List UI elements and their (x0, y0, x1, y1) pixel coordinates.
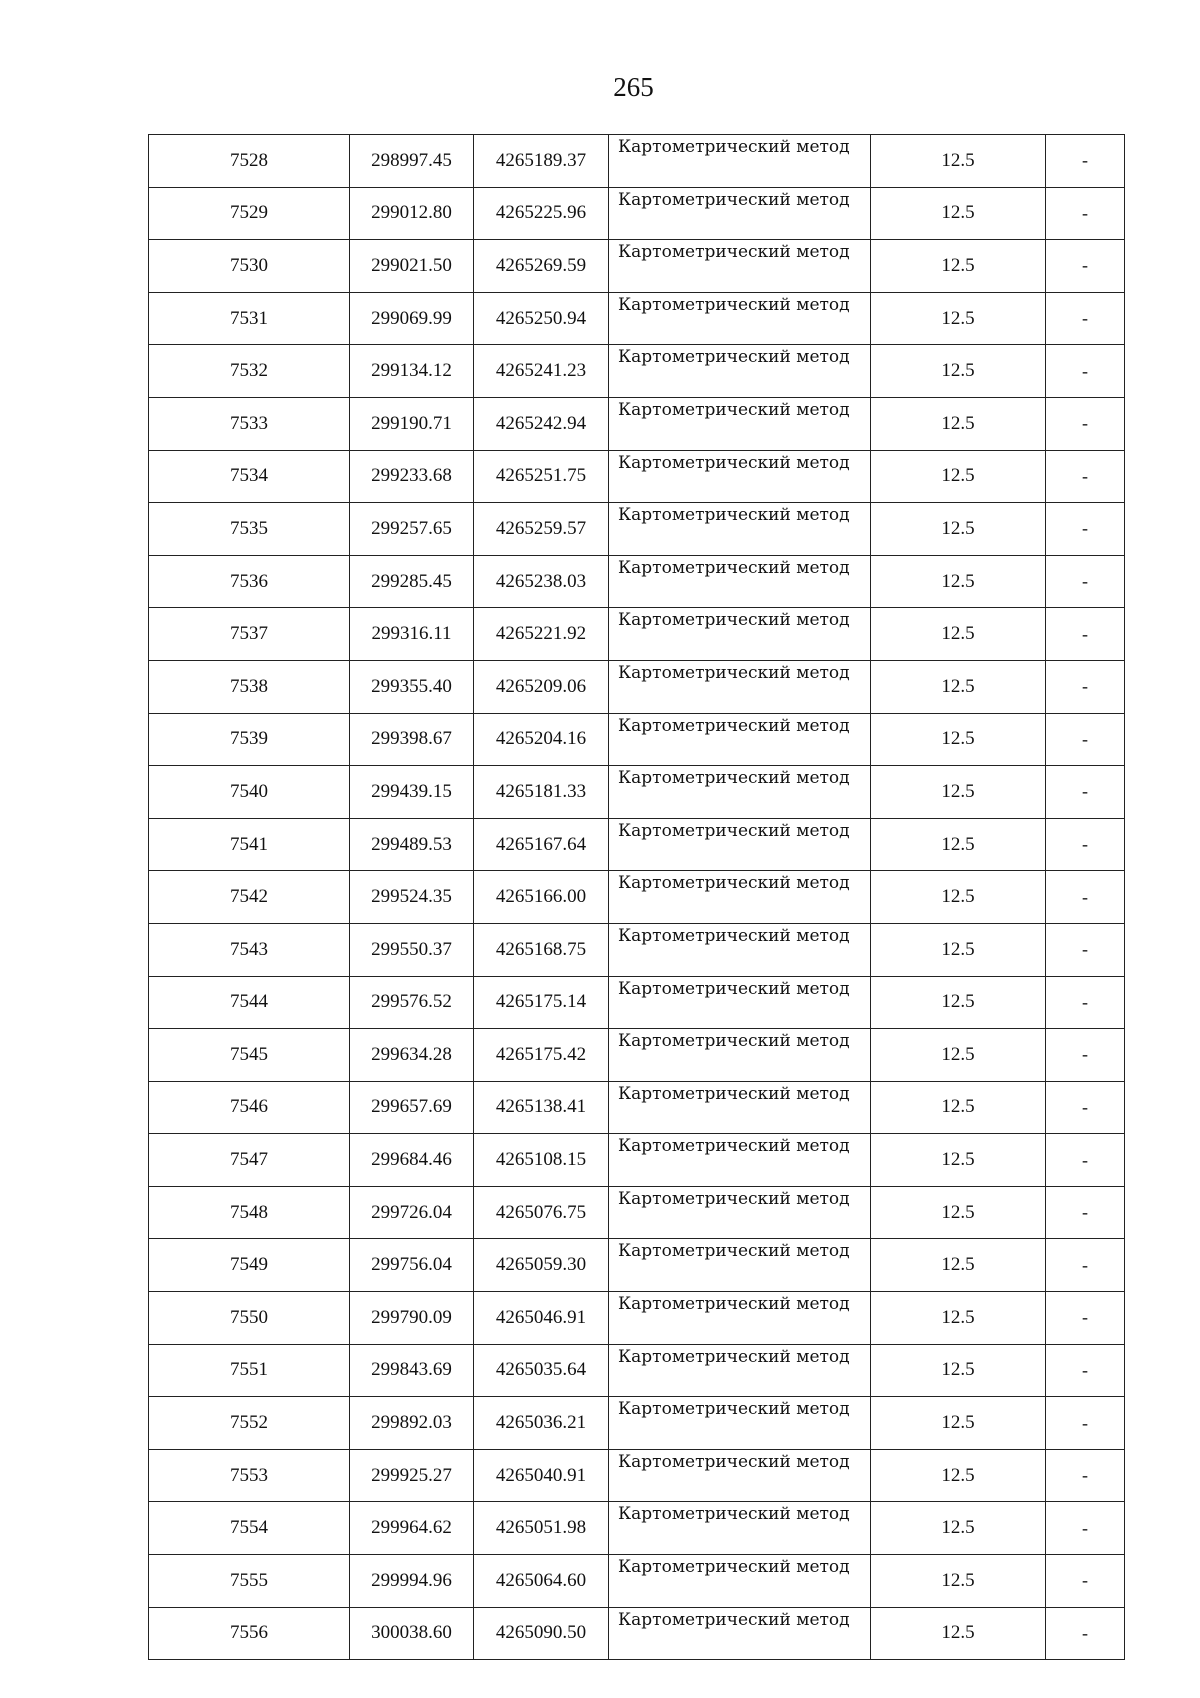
x-coordinate-cell: 299726.04 (350, 1186, 474, 1239)
note-cell: - (1046, 818, 1125, 871)
point-number-cell: 7555 (149, 1555, 350, 1608)
note-cell: - (1046, 1081, 1125, 1134)
y-coordinate-cell: 4265166.00 (474, 871, 609, 924)
x-coordinate-cell: 299756.04 (350, 1239, 474, 1292)
table-row (149, 450, 1125, 503)
y-coordinate-cell: 4265036.21 (474, 1397, 609, 1450)
point-number-cell: 7546 (149, 1081, 350, 1134)
point-number-cell: 7544 (149, 976, 350, 1029)
table-row (149, 660, 1125, 713)
x-coordinate-cell: 299285.45 (350, 555, 474, 608)
x-coordinate-cell: 299069.99 (350, 292, 474, 345)
accuracy-cell: 12.5 (871, 871, 1046, 924)
accuracy-cell: 12.5 (871, 1555, 1046, 1608)
note-cell: - (1046, 1186, 1125, 1239)
table-row (149, 871, 1125, 924)
y-coordinate-cell: 4265204.16 (474, 713, 609, 766)
accuracy-cell: 12.5 (871, 187, 1046, 240)
x-coordinate-cell: 299964.62 (350, 1502, 474, 1555)
point-number-cell: 7556 (149, 1607, 350, 1660)
note-cell: - (1046, 555, 1125, 608)
x-coordinate-cell: 299257.65 (350, 503, 474, 556)
x-coordinate-cell: 298997.45 (350, 135, 474, 188)
point-number-cell: 7530 (149, 240, 350, 293)
note-cell: - (1046, 135, 1125, 188)
method-cell: Картометрический метод (609, 871, 871, 924)
method-cell: Картометрический метод (609, 397, 871, 450)
point-number-cell: 7549 (149, 1239, 350, 1292)
table-row (149, 923, 1125, 976)
accuracy-cell: 12.5 (871, 1186, 1046, 1239)
point-number-cell: 7536 (149, 555, 350, 608)
method-cell: Картометрический метод (609, 240, 871, 293)
note-cell: - (1046, 976, 1125, 1029)
accuracy-cell: 12.5 (871, 1134, 1046, 1187)
x-coordinate-cell: 299994.96 (350, 1555, 474, 1608)
table-row (149, 555, 1125, 608)
point-number-cell: 7543 (149, 923, 350, 976)
method-cell: Картометрический метод (609, 1029, 871, 1082)
table-row (149, 1344, 1125, 1397)
point-number-cell: 7541 (149, 818, 350, 871)
method-cell: Картометрический метод (609, 503, 871, 556)
point-number-cell: 7540 (149, 766, 350, 819)
note-cell: - (1046, 608, 1125, 661)
method-cell: Картометрический метод (609, 1081, 871, 1134)
table-row (149, 766, 1125, 819)
table-row (149, 1555, 1125, 1608)
note-cell: - (1046, 1134, 1125, 1187)
note-cell: - (1046, 923, 1125, 976)
method-cell: Картометрический метод (609, 608, 871, 661)
table-row (149, 240, 1125, 293)
note-cell: - (1046, 1292, 1125, 1345)
method-cell: Картометрический метод (609, 1607, 871, 1660)
note-cell: - (1046, 187, 1125, 240)
table-row (149, 292, 1125, 345)
note-cell: - (1046, 345, 1125, 398)
table-row (149, 345, 1125, 398)
method-cell: Картометрический метод (609, 923, 871, 976)
method-cell: Картометрический метод (609, 1397, 871, 1450)
point-number-cell: 7548 (149, 1186, 350, 1239)
y-coordinate-cell: 4265250.94 (474, 292, 609, 345)
accuracy-cell: 12.5 (871, 1344, 1046, 1397)
method-cell: Картометрический метод (609, 187, 871, 240)
y-coordinate-cell: 4265040.91 (474, 1449, 609, 1502)
x-coordinate-cell: 299398.67 (350, 713, 474, 766)
table-row (149, 713, 1125, 766)
accuracy-cell: 12.5 (871, 135, 1046, 188)
y-coordinate-cell: 4265189.37 (474, 135, 609, 188)
method-cell: Картометрический метод (609, 1449, 871, 1502)
table-row (149, 1502, 1125, 1555)
method-cell: Картометрический метод (609, 1134, 871, 1187)
accuracy-cell: 12.5 (871, 345, 1046, 398)
note-cell: - (1046, 871, 1125, 924)
method-cell: Картометрический метод (609, 345, 871, 398)
x-coordinate-cell: 299489.53 (350, 818, 474, 871)
method-cell: Картометрический метод (609, 1292, 871, 1345)
y-coordinate-cell: 4265175.14 (474, 976, 609, 1029)
table-row (149, 1186, 1125, 1239)
y-coordinate-cell: 4265167.64 (474, 818, 609, 871)
x-coordinate-cell: 299843.69 (350, 1344, 474, 1397)
accuracy-cell: 12.5 (871, 1239, 1046, 1292)
y-coordinate-cell: 4265168.75 (474, 923, 609, 976)
x-coordinate-cell: 299634.28 (350, 1029, 474, 1082)
note-cell: - (1046, 1449, 1125, 1502)
point-number-cell: 7553 (149, 1449, 350, 1502)
x-coordinate-cell: 299134.12 (350, 345, 474, 398)
accuracy-cell: 12.5 (871, 1397, 1046, 1450)
x-coordinate-cell: 299233.68 (350, 450, 474, 503)
note-cell: - (1046, 240, 1125, 293)
accuracy-cell: 12.5 (871, 976, 1046, 1029)
note-cell: - (1046, 713, 1125, 766)
x-coordinate-cell: 299021.50 (350, 240, 474, 293)
table-row (149, 1449, 1125, 1502)
accuracy-cell: 12.5 (871, 292, 1046, 345)
accuracy-cell: 12.5 (871, 1029, 1046, 1082)
point-number-cell: 7539 (149, 713, 350, 766)
table-row (149, 187, 1125, 240)
x-coordinate-cell: 299355.40 (350, 660, 474, 713)
y-coordinate-cell: 4265035.64 (474, 1344, 609, 1397)
y-coordinate-cell: 4265175.42 (474, 1029, 609, 1082)
y-coordinate-cell: 4265209.06 (474, 660, 609, 713)
note-cell: - (1046, 503, 1125, 556)
x-coordinate-cell: 299790.09 (350, 1292, 474, 1345)
table-row (149, 608, 1125, 661)
accuracy-cell: 12.5 (871, 1502, 1046, 1555)
x-coordinate-cell: 299012.80 (350, 187, 474, 240)
coordinates-table (148, 134, 1125, 1660)
note-cell: - (1046, 292, 1125, 345)
y-coordinate-cell: 4265181.33 (474, 766, 609, 819)
page-number: 265 (613, 72, 654, 102)
x-coordinate-cell: 299657.69 (350, 1081, 474, 1134)
note-cell: - (1046, 1029, 1125, 1082)
accuracy-cell: 12.5 (871, 818, 1046, 871)
x-coordinate-cell: 299684.46 (350, 1134, 474, 1187)
y-coordinate-cell: 4265059.30 (474, 1239, 609, 1292)
x-coordinate-cell: 300038.60 (350, 1607, 474, 1660)
x-coordinate-cell: 299925.27 (350, 1449, 474, 1502)
accuracy-cell: 12.5 (871, 766, 1046, 819)
method-cell: Картометрический метод (609, 555, 871, 608)
method-cell: Картометрический метод (609, 1344, 871, 1397)
accuracy-cell: 12.5 (871, 660, 1046, 713)
method-cell: Картометрический метод (609, 1186, 871, 1239)
method-cell: Картометрический метод (609, 1502, 871, 1555)
point-number-cell: 7529 (149, 187, 350, 240)
x-coordinate-cell: 299439.15 (350, 766, 474, 819)
table-row (149, 135, 1125, 188)
y-coordinate-cell: 4265238.03 (474, 555, 609, 608)
accuracy-cell: 12.5 (871, 240, 1046, 293)
method-cell: Картометрический метод (609, 1555, 871, 1608)
y-coordinate-cell: 4265241.23 (474, 345, 609, 398)
method-cell: Картометрический метод (609, 766, 871, 819)
point-number-cell: 7535 (149, 503, 350, 556)
table-row (149, 1607, 1125, 1660)
method-cell: Картометрический метод (609, 818, 871, 871)
point-number-cell: 7542 (149, 871, 350, 924)
y-coordinate-cell: 4265108.15 (474, 1134, 609, 1187)
y-coordinate-cell: 4265259.57 (474, 503, 609, 556)
y-coordinate-cell: 4265046.91 (474, 1292, 609, 1345)
accuracy-cell: 12.5 (871, 1607, 1046, 1660)
table-row (149, 1081, 1125, 1134)
note-cell: - (1046, 1239, 1125, 1292)
point-number-cell: 7532 (149, 345, 350, 398)
point-number-cell: 7531 (149, 292, 350, 345)
point-number-cell: 7551 (149, 1344, 350, 1397)
y-coordinate-cell: 4265221.92 (474, 608, 609, 661)
point-number-cell: 7550 (149, 1292, 350, 1345)
table-row (149, 1397, 1125, 1450)
y-coordinate-cell: 4265051.98 (474, 1502, 609, 1555)
accuracy-cell: 12.5 (871, 555, 1046, 608)
y-coordinate-cell: 4265138.41 (474, 1081, 609, 1134)
table-row (149, 1292, 1125, 1345)
table-row (149, 818, 1125, 871)
accuracy-cell: 12.5 (871, 1449, 1046, 1502)
point-number-cell: 7533 (149, 397, 350, 450)
table-row (149, 1029, 1125, 1082)
y-coordinate-cell: 4265251.75 (474, 450, 609, 503)
table-row (149, 976, 1125, 1029)
accuracy-cell: 12.5 (871, 503, 1046, 556)
table-row (149, 1134, 1125, 1187)
note-cell: - (1046, 450, 1125, 503)
x-coordinate-cell: 299524.35 (350, 871, 474, 924)
point-number-cell: 7547 (149, 1134, 350, 1187)
note-cell: - (1046, 660, 1125, 713)
y-coordinate-cell: 4265225.96 (474, 187, 609, 240)
note-cell: - (1046, 397, 1125, 450)
note-cell: - (1046, 1344, 1125, 1397)
method-cell: Картометрический метод (609, 292, 871, 345)
point-number-cell: 7552 (149, 1397, 350, 1450)
point-number-cell: 7528 (149, 135, 350, 188)
point-number-cell: 7545 (149, 1029, 350, 1082)
y-coordinate-cell: 4265269.59 (474, 240, 609, 293)
y-coordinate-cell: 4265090.50 (474, 1607, 609, 1660)
table-body (149, 135, 1125, 1660)
x-coordinate-cell: 299316.11 (350, 608, 474, 661)
accuracy-cell: 12.5 (871, 1081, 1046, 1134)
note-cell: - (1046, 1502, 1125, 1555)
method-cell: Картометрический метод (609, 450, 871, 503)
point-number-cell: 7554 (149, 1502, 350, 1555)
accuracy-cell: 12.5 (871, 923, 1046, 976)
table-row (149, 397, 1125, 450)
accuracy-cell: 12.5 (871, 713, 1046, 766)
point-number-cell: 7534 (149, 450, 350, 503)
point-number-cell: 7537 (149, 608, 350, 661)
y-coordinate-cell: 4265242.94 (474, 397, 609, 450)
x-coordinate-cell: 299576.52 (350, 976, 474, 1029)
note-cell: - (1046, 766, 1125, 819)
y-coordinate-cell: 4265064.60 (474, 1555, 609, 1608)
method-cell: Картометрический метод (609, 976, 871, 1029)
note-cell: - (1046, 1607, 1125, 1660)
note-cell: - (1046, 1397, 1125, 1450)
method-cell: Картометрический метод (609, 660, 871, 713)
accuracy-cell: 12.5 (871, 1292, 1046, 1345)
method-cell: Картометрический метод (609, 713, 871, 766)
x-coordinate-cell: 299550.37 (350, 923, 474, 976)
accuracy-cell: 12.5 (871, 608, 1046, 661)
table-row (149, 503, 1125, 556)
table-row (149, 1239, 1125, 1292)
accuracy-cell: 12.5 (871, 397, 1046, 450)
method-cell: Картометрический метод (609, 1239, 871, 1292)
x-coordinate-cell: 299190.71 (350, 397, 474, 450)
method-cell: Картометрический метод (609, 135, 871, 188)
x-coordinate-cell: 299892.03 (350, 1397, 474, 1450)
y-coordinate-cell: 4265076.75 (474, 1186, 609, 1239)
accuracy-cell: 12.5 (871, 450, 1046, 503)
note-cell: - (1046, 1555, 1125, 1608)
point-number-cell: 7538 (149, 660, 350, 713)
